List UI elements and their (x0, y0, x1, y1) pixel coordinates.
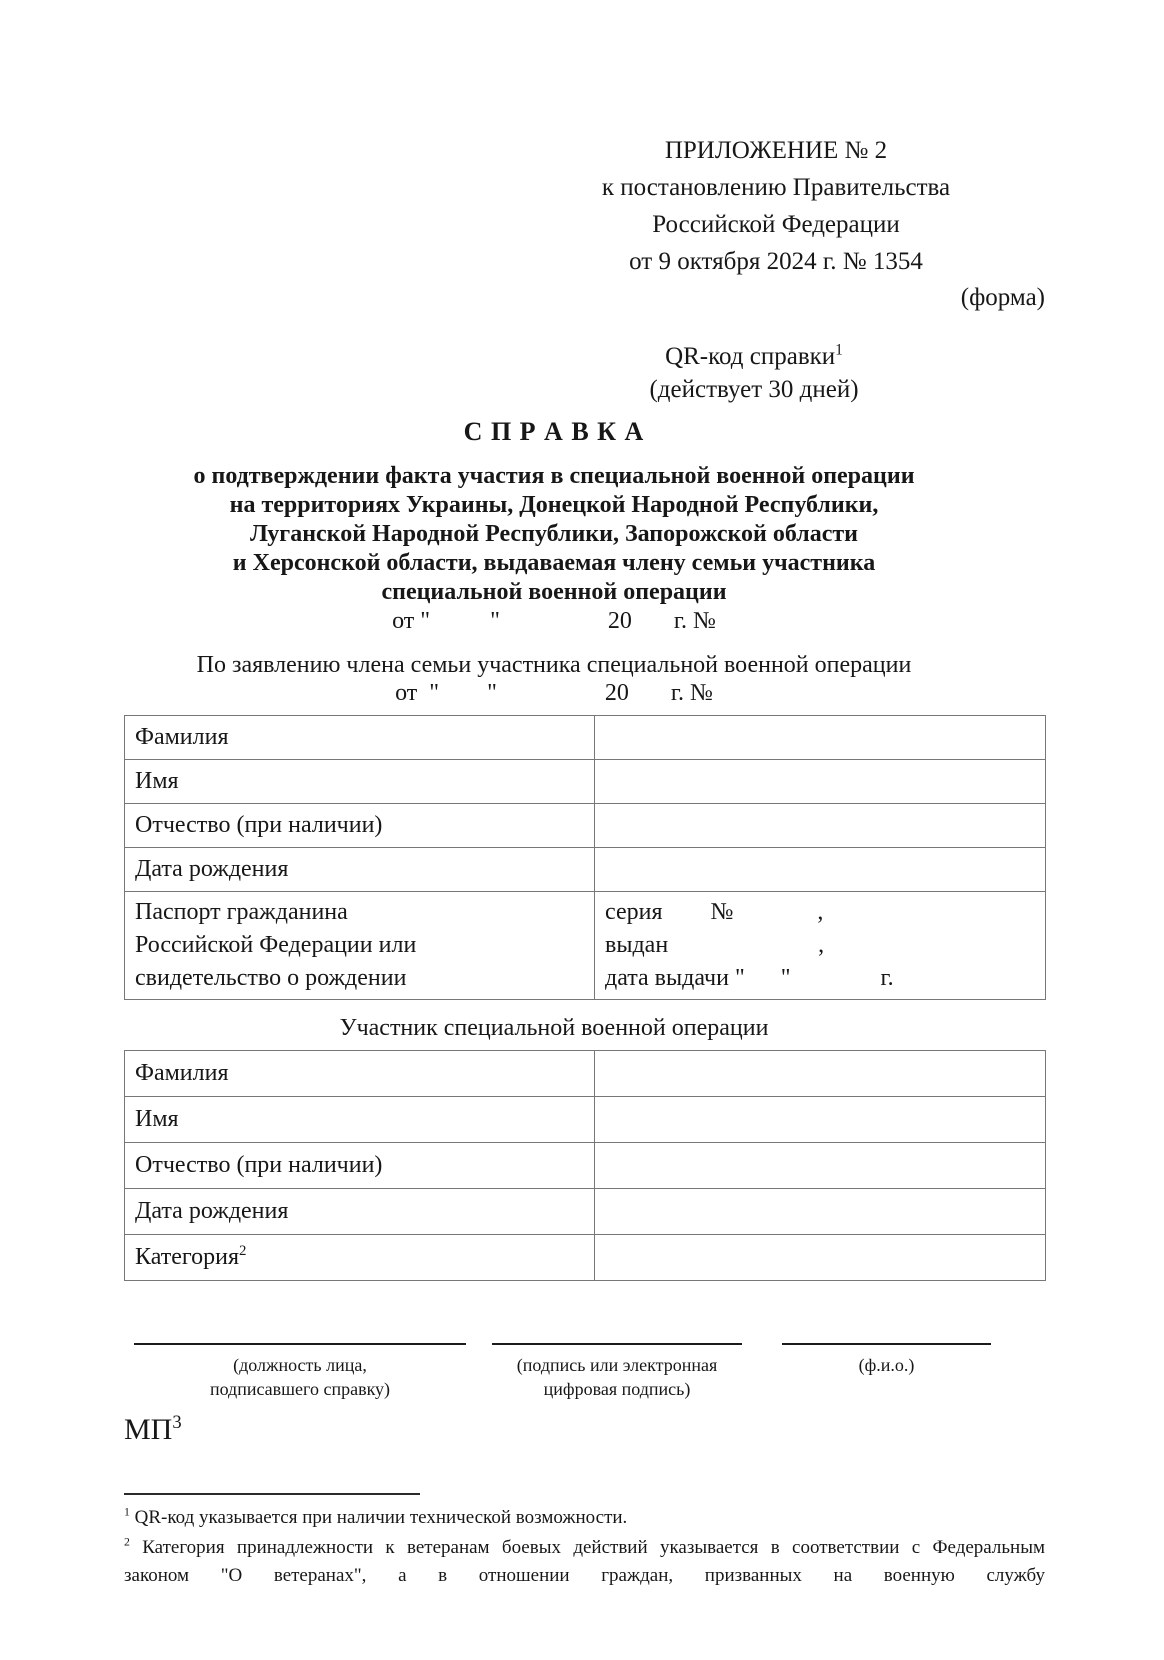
caption-position-line-2: подписавшего справку) (209, 1379, 391, 1399)
document-title: С П Р А В К А (463, 417, 645, 446)
document-subtitle (124, 462, 984, 607)
subtitle-line-3: Луганской Народной Республики, Запорожской области (250, 521, 858, 547)
row-label-patronymic: Отчество (при наличии) (125, 1143, 595, 1189)
qr-code-label (564, 340, 944, 373)
row-value-firstname (595, 1097, 1046, 1143)
row-label-category (125, 1235, 595, 1281)
passport-label-line-2: Российской Федерации или (135, 932, 417, 958)
row-value-birthdate (595, 1189, 1046, 1235)
appendix-line-2: к постановлению Правительства (601, 174, 951, 201)
footnote-1-ref: 1 (124, 1505, 130, 1519)
row-label-firstname: Имя (125, 760, 595, 804)
passport-label-line-1: Паспорт гражданина (135, 899, 348, 925)
table-row-patronymic (125, 804, 1046, 848)
table-row-firstname (125, 760, 1046, 804)
stamp-text: МП (124, 1413, 173, 1446)
appendix-block (586, 132, 966, 280)
family-member-table (124, 715, 1046, 1000)
appendix-line-3: Российской Федерации (652, 211, 900, 238)
title-column (124, 416, 984, 707)
category-label-text: Категория (135, 1244, 239, 1270)
participant-heading: Участник специальной военной операции (339, 1015, 769, 1041)
appendix-line-1: ПРИЛОЖЕНИЕ № 2 (664, 137, 888, 164)
row-value-firstname (595, 760, 1046, 804)
signature-row (134, 1343, 1045, 1401)
subtitle-line-5: специальной военной операции (381, 579, 727, 605)
table-row-category (125, 1235, 1046, 1281)
qr-code-validity: (действует 30 дней) (649, 376, 859, 403)
signature-caption-signature (492, 1353, 742, 1401)
footnote-1 (124, 1504, 1045, 1532)
qr-code-block (564, 340, 944, 406)
passport-label-line-3: свидетельство о рождении (135, 965, 407, 991)
application-statement: По заявлению члена семьи участника специальной военной операции (196, 652, 912, 678)
passport-series-line: серия № , (605, 899, 824, 925)
forma-label: (форма) (960, 284, 1045, 311)
signature-line-position (134, 1343, 466, 1345)
passport-issue-date-line: дата выдачи " " г. (605, 965, 894, 991)
signature-block-signature (492, 1343, 742, 1401)
signature-block-position (134, 1343, 466, 1401)
signature-line-name (782, 1343, 991, 1345)
caption-signature-line-1: (подпись или электронная (516, 1355, 718, 1375)
row-label-firstname: Имя (125, 1097, 595, 1143)
subtitle-line-2: на территориях Украины, Донецкой Народной Республики, (229, 492, 879, 518)
table-row-birthdate (125, 848, 1046, 892)
footnote-2 (124, 1534, 1045, 1590)
table-row-surname (125, 716, 1046, 760)
row-label-birthdate: Дата рождения (125, 848, 595, 892)
signature-caption-name: (ф.и.о.) (858, 1355, 915, 1375)
table-row-passport (125, 892, 1046, 1000)
caption-signature-line-2: цифровая подпись) (543, 1379, 691, 1399)
row-value-surname (595, 1051, 1046, 1097)
row-label-birthdate: Дата рождения (125, 1189, 595, 1235)
table-row-surname (125, 1051, 1046, 1097)
passport-issued-line: выдан , (605, 932, 825, 958)
row-label-surname: Фамилия (125, 716, 595, 760)
row-label-surname: Фамилия (125, 1051, 595, 1097)
table-row-patronymic (125, 1143, 1046, 1189)
row-value-category (595, 1235, 1046, 1281)
footnote-2-ref: 2 (124, 1535, 130, 1549)
signature-block-name (782, 1343, 991, 1377)
table-row-birthdate (125, 1189, 1046, 1235)
subtitle-line-1: о подтверждении факта участия в специальной военной операции (193, 463, 915, 489)
stamp-label (124, 1413, 1045, 1447)
footnote-1-text: QR-код указывается при наличии технической возможности. (134, 1507, 628, 1528)
appendix-line-4: от 9 октября 2024 г. № 1354 (629, 248, 923, 275)
subtitle-line-4: и Херсонской области, выдаваемая члену семьи участника (232, 550, 876, 576)
application-date-line: от " " 20 г. № (395, 680, 713, 706)
caption-position-line-1: (должность лица, (233, 1355, 367, 1375)
footnote-divider (124, 1493, 420, 1495)
certificate-date-line: от " " 20 г. № (392, 608, 716, 634)
qr-code-label-text: QR-код справки (665, 343, 836, 370)
row-value-passport (595, 892, 1046, 1000)
row-value-surname (595, 716, 1046, 760)
participant-table (124, 1050, 1046, 1281)
row-value-patronymic (595, 1143, 1046, 1189)
signature-line-signature (492, 1343, 742, 1345)
stamp-footnote-ref: 3 (172, 1412, 182, 1433)
table-row-firstname (125, 1097, 1046, 1143)
footnote-2-text: Категория принадлежности к ветеранам боевых действий указывается в соответствии с Федеральным законом "О ветеранах", а в отношении граждан, призванных на военную службу (124, 1537, 1046, 1586)
category-footnote-ref: 2 (239, 1243, 247, 1259)
row-label-patronymic: Отчество (при наличии) (125, 804, 595, 848)
signature-caption-position (134, 1353, 466, 1401)
row-label-passport (125, 892, 595, 1000)
row-value-birthdate (595, 848, 1046, 892)
row-value-patronymic (595, 804, 1046, 848)
qr-footnote-ref: 1 (835, 341, 843, 359)
